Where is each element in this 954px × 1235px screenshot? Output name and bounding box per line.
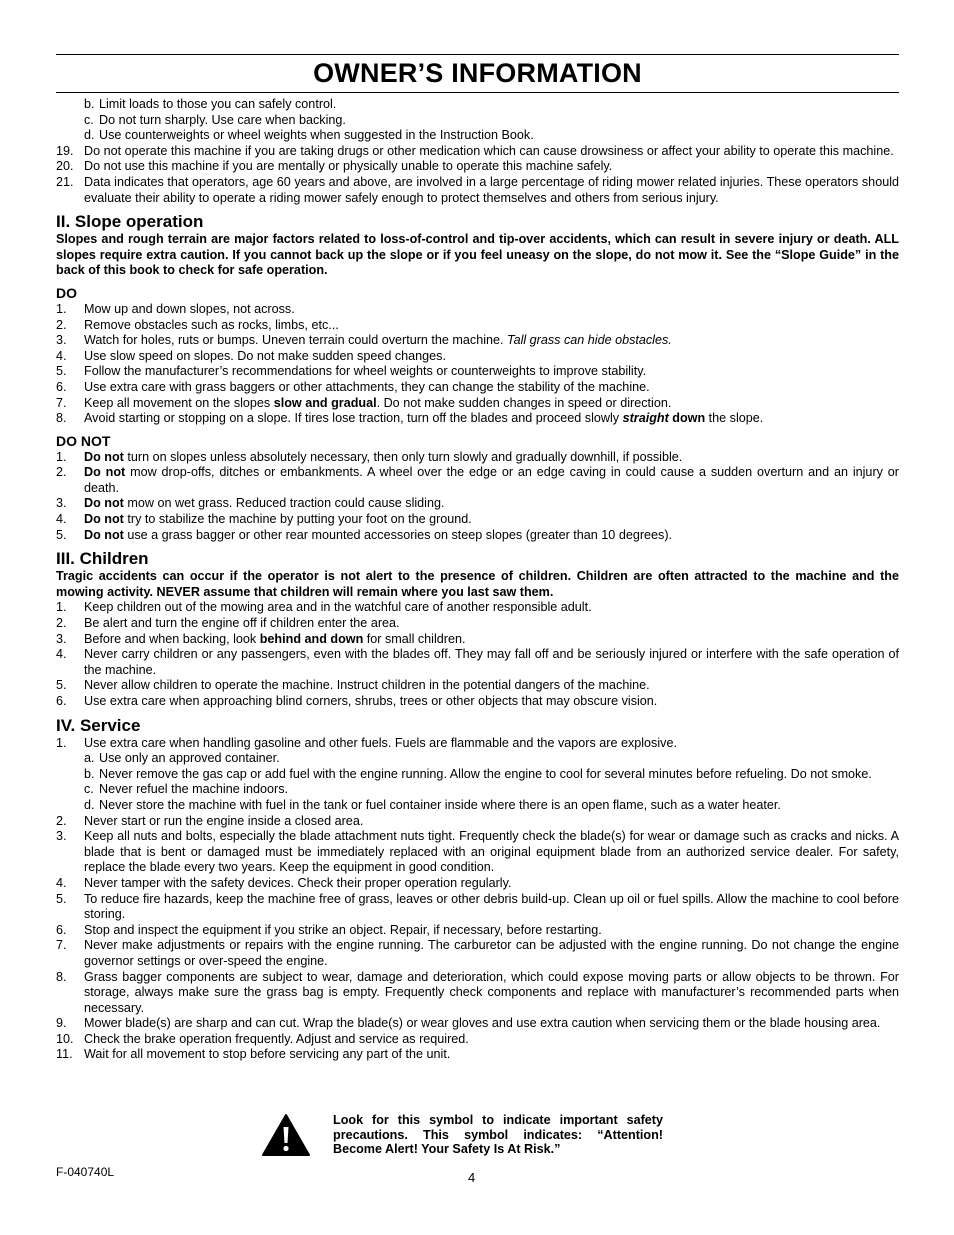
list-subitem: d. Never store the machine with fuel in the tank or fuel container inside where there is an open flame, such as a water heater. xyxy=(84,797,781,812)
list-item: 3. Keep all nuts and bolts, especially the blade attachment nuts tight. Frequently check the blade(s) for wear or damage such as cracks and nicks. A blade that is bent or damaged must be immediately replaced with an original equipment blade from an authorized service dealer. For safety, replace the blade every two years. Keep the equipment in good condition. xyxy=(56,829,899,875)
list-item: 9. Mower blade(s) are sharp and can cut. Wrap the blade(s) or wear gloves and use extra caution when servicing them or the blade housing area. xyxy=(56,1016,881,1031)
section-intro-slope: Slopes and rough terrain are major factors related to loss-of-control and tip-over accidents, which can result in severe injury or death. ALL slopes require extra caution. If you cannot back up the slope or if you feel uneasy on the slope, do not mow it. See the “Slope Guide” in the back of this book to check for safe operation. xyxy=(56,232,899,278)
list-item: 1. Mow up and down slopes, not across. xyxy=(56,301,295,316)
footer xyxy=(56,1113,899,1203)
list-item: 4. Use slow speed on slopes. Do not make sudden speed changes. xyxy=(56,348,446,363)
list-item: 6. Use extra care with grass baggers or other attachments, they can change the stability of the machine. xyxy=(56,379,650,394)
section-heading-slope: II. Slope operation xyxy=(56,212,204,232)
list-item: 6. Stop and inspect the equipment if you strike an object. Repair, if necessary, before restarting. xyxy=(56,922,602,937)
warning-triangle-icon xyxy=(261,1113,311,1157)
list-item: 1. Do not turn on slopes unless absolutely necessary, then only turn slowly and gradually downhill, if possible. xyxy=(56,449,683,464)
section-heading-children: III. Children xyxy=(56,549,149,569)
do-not-heading: DO NOT xyxy=(56,432,111,449)
list-item: 4. Never carry children or any passengers, even with the blades off. They may fall off and be seriously injured or interfere with the safe operation of the machine. xyxy=(56,647,899,677)
list-item: 5. Follow the manufacturer’s recommendations for wheel weights or counterweights to improve stability. xyxy=(56,364,647,379)
list-subitem: c. Do not turn sharply. Use care when backing. xyxy=(84,112,346,127)
list-item: 5. Never allow children to operate the machine. Instruct children in the potential dangers of the machine. xyxy=(56,678,650,693)
list-item: 1. Use extra care when handling gasoline and other fuels. Fuels are flammable and the vapors are explosive. xyxy=(56,735,677,750)
do-heading: DO xyxy=(56,284,77,301)
section-heading-service: IV. Service xyxy=(56,715,141,735)
list-item: 7. Never make adjustments or repairs with the engine running. The carburetor can be adjusted with the engine running. Do not change the engine governor settings or over-speed the engine. xyxy=(56,938,899,968)
list-item: 3. Watch for holes, ruts or bumps. Uneven terrain could overturn the machine. Tall grass can hide obstacles. xyxy=(56,333,672,348)
list-item: 5. Do not use a grass bagger or other rear mounted accessories on steep slopes (greater than 10 degrees). xyxy=(56,527,673,542)
list-item: 2. Be alert and turn the engine off if children enter the area. xyxy=(56,616,400,631)
list-item: 7. Keep all movement on the slopes slow and gradual. Do not make sudden changes in speed or direction. xyxy=(56,395,672,410)
list-item: 3. Before and when backing, look behind and down for small children. xyxy=(56,631,466,646)
list-item: 2. Do not mow drop-offs, ditches or embankments. A wheel over the edge or an edge caving in could cause a sudden overturn and an injury or death. xyxy=(56,465,899,495)
list-item: 19. Do not operate this machine if you are taking drugs or other medication which can cause drowsiness or affect your ability to operate this machine. xyxy=(56,143,894,158)
list-subitem: b. Never remove the gas cap or add fuel with the engine running. Allow the engine to cool for several minutes before refueling. Do not smoke. xyxy=(84,766,872,781)
list-item: 5. To reduce fire hazards, keep the machine free of grass, leaves or other debris build-up. Clean up oil or fuel spills. Allow the machine to cool before storing. xyxy=(56,891,899,922)
page-number: 4 xyxy=(468,1170,476,1185)
list-subitem: b. Limit loads to those you can safely control. xyxy=(84,97,337,111)
page-title: OWNER’S INFORMATION xyxy=(313,58,642,88)
list-item: 2. Remove obstacles such as rocks, limbs, etc... xyxy=(56,317,339,332)
list-subitem: d. Use counterweights or wheel weights when suggested in the Instruction Book. xyxy=(84,128,534,143)
list-item: 4. Do not try to stabilize the machine by putting your foot on the ground. xyxy=(56,512,472,527)
list-item: 21. Data indicates that operators, age 60 years and above, are involved in a large percentage of riding mower related injuries. These operators should evaluate their ability to operate a riding mower safely enough to protect themselves and others from serious injury. xyxy=(56,174,899,205)
list-item: 6. Use extra care when approaching blind corners, shrubs, trees or other objects that may obscure vision. xyxy=(56,694,658,708)
list-item: 8. Avoid starting or stopping on a slope. If tires lose traction, turn off the blades and proceed slowly straight down the slope. xyxy=(56,411,764,426)
list-item: 2. Never start or run the engine inside a closed area. xyxy=(56,813,364,828)
form-id: F-040740L xyxy=(56,1165,115,1179)
list-subitem: a. Use only an approved container. xyxy=(84,751,280,766)
list-item: 11. Wait for all movement to stop before servicing any part of the unit. xyxy=(56,1047,451,1062)
list-subitem: c. Never refuel the machine indoors. xyxy=(84,782,289,797)
list-item: 10. Check the brake operation frequently. Adjust and service as required. xyxy=(56,1031,469,1046)
warning-caption: Look for this symbol to indicate important safety precautions. This symbol indicates: “Attention! Become Alert! Your Safety Is At Risk.” xyxy=(333,1113,663,1156)
document-body xyxy=(56,97,899,1063)
title-bar xyxy=(56,54,899,93)
section-intro-children: Tragic accidents can occur if the operator is not alert to the presence of children. Children are often attracted to the machine and the mowing activity. NEVER assume that children will remain where you last saw them. xyxy=(56,569,899,599)
list-item: 8. Grass bagger components are subject to wear, damage and deterioration, which could expose moving parts or allow objects to be thrown. For storage, always make sure the grass bag is empty. Frequently check components and replace with manufacturer’s recommended parts when necessary. xyxy=(56,969,899,1015)
list-item: 4. Never tamper with the safety devices. Check their proper operation regularly. xyxy=(56,875,512,890)
list-item: 20. Do not use this machine if you are mentally or physically unable to operate this machine safely. xyxy=(56,159,613,174)
list-item: 3. Do not mow on wet grass. Reduced traction could cause sliding. xyxy=(56,496,445,511)
list-item: 1. Keep children out of the mowing area and in the watchful care of another responsible adult. xyxy=(56,600,592,615)
